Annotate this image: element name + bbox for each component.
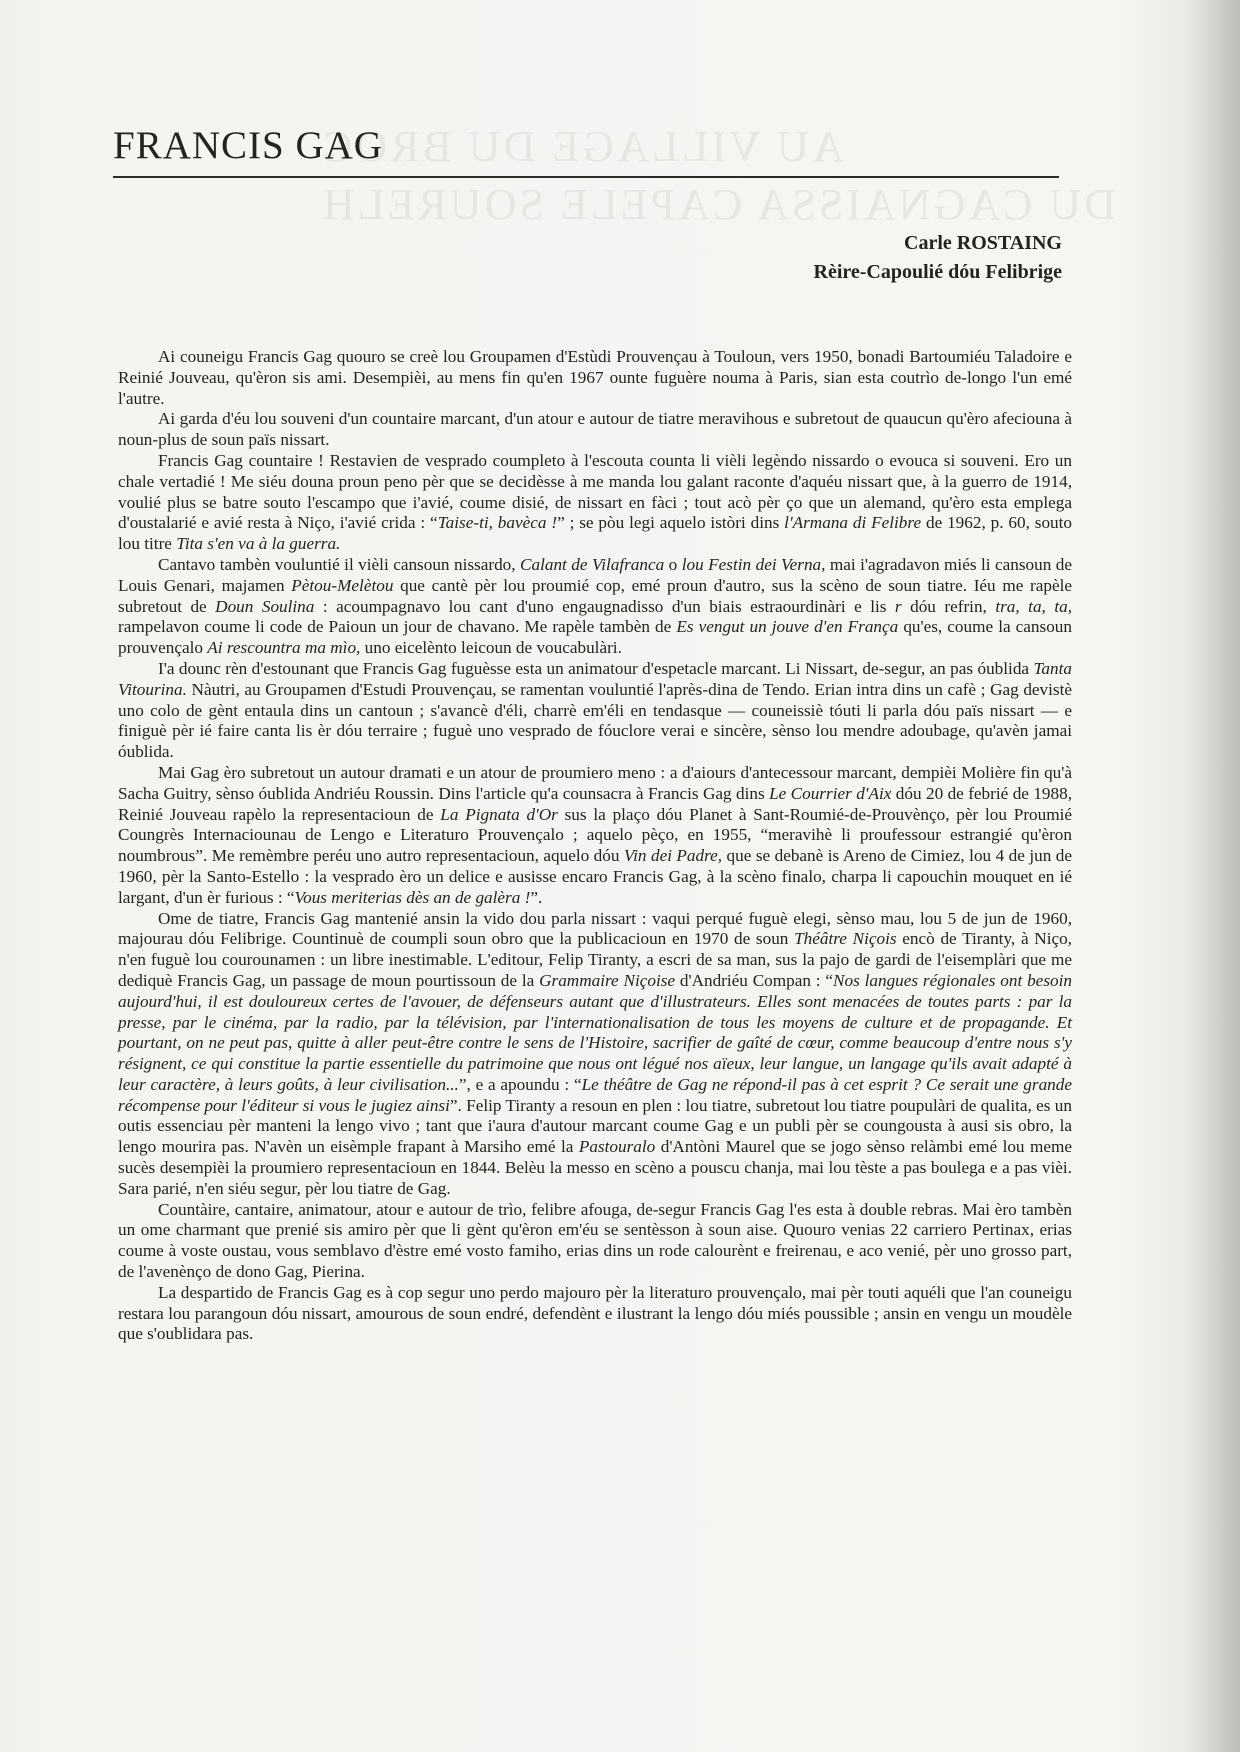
text-run: que cantè pèr lou proumié cop, emé proun d'autro, sus la scèno de soun tiatre. Iéu me rapèle subretout de <box>118 575 1073 616</box>
text-run: Francis Gag countaire ! Restavien de vesprado coumpleto à l'escouta counta li vièli legèndo nissardo o evouca si souveni. Ero un chale vertadié ! Me siéu douna proun peno pèr que se decidèsse à me manda lou galant raconte d'aquéu nissart que, à la guerro de 1914, voulié plus se batre souto l'escampo que i'avié, coume disié, de nissart en fàci ; tout acò pèr ço que un alemand, qu'èro esta emplega d'oustalarié e avié resta à Niço, i'avié crida : “ <box>118 450 1072 533</box>
text-run: dóu 20 de febrié de 1988, Reinié Jouveau rapèlo la representacioun de <box>118 783 1072 824</box>
text-run: Ai couneigu Francis Gag quouro se creè lou Groupamen d'Estùdi Prouvençau à Touloun, vers 1950, bonadi Bartoumiéu Taladoire e Reinié Jouveau, qu'èron sis ami. Desempièi, au mens fin qu'en 1967 ounte fuguère nouma à Paris, sian esta coutrìo de-longo l'un emé l'autre. <box>118 347 1072 408</box>
italic-run: Le théâtre de Gag ne répond-il pas à cet esprit ? Ce serait une grande récompense pour l'éditeur si vous le jugiez ainsi <box>118 1074 1072 1115</box>
text-run: ”. <box>530 887 543 907</box>
text-run: , mai i'agradavon miés li cansoun de Louis Genari, majamen <box>118 554 1073 595</box>
paragraph <box>118 451 1072 555</box>
text-run: dóu refrin, <box>901 596 996 616</box>
text-run: Mai Gag èro subretout un autour dramati e un atour de proumiero meno : a d'aiours d'antecessour marcant, dempièi Molière fin qu'à Sacha Guitry, sènso óublida Andriéu Roussin. Dins l'article qu'a counsacra à Francis Gag dins <box>118 762 1072 803</box>
italic-run: Théâtre Niçois <box>794 929 897 949</box>
page-title: FRANCIS GAG <box>113 124 383 167</box>
paragraph <box>118 763 1072 909</box>
text-run: Ai garda d'éu lou souveni d'un countaire marcant, d'un atour e autour de tiatre meravihous e subretout de quaucun qu'èro afeciouna à noun-plus de soun païs nissart. <box>118 409 1072 450</box>
paragraph <box>118 1283 1072 1345</box>
paragraph <box>118 1200 1072 1283</box>
italic-run: Vous meriterias dès an de galèra ! <box>294 887 531 907</box>
italic-run: Nos langues régionales ont besoin aujourd'hui, il est douloureux certes de l'avouer, de défenseurs autant que d'illustrateurs. Elles sont menacées de toutes parts : par la presse, par le cinéma, par la radio, par la télévision, par l'internationalisation de tous les moyens de culture et de propagande. Et pourtant, on ne peut pas, quitte à aller peut-être contre le sens de l'Histoire, sacrifier de gaîté de cœur, comme beaucoup d'entre nous s'y résignent, ce qui constitue la partie essentielle du patrimoine que nous ont légué nos aïeux, leur langue, un langage qu'ils avait adapté à leur caractère, à leurs goûts, à leur civilisation... <box>118 970 1072 1094</box>
text-run: Nàutri, au Groupamen d'Estudi Prouvençau, se ramentan vouluntié l'après-dina de Tendo. Erian intra dins un cafè ; Gag devistè uno colo de gènt entaula dins un cantoun ; s'avancè d'éli, charrè em'éli en tendasque — couneissiè tóuti li parla dóu païs nissart — e finiguè pèr ié faire canta lis èr dóu terraire ; fuguè uno vesprado de fóuclore verai e sincère, sènso lou mendre adoubage, qu'avèn jamai óublida. <box>118 679 1072 762</box>
text-run: ” ; se pòu legi aquelo istòri dins <box>557 513 785 533</box>
paragraph <box>118 409 1072 451</box>
text-run: encò de Tiranty, à Niço, n'en fuguè lou courounamen : un libre inestimable. L'editour, Felip Tiranty, a escri de sa man, sus la pajo de gardi de l'eisemplàri que me dediquè Francis Gag, un passage de moun pourtissoun de la <box>118 929 1072 990</box>
title-rule <box>113 176 1059 178</box>
italic-run: tra, ta, ta, <box>995 596 1072 616</box>
text-run: Ome de tiatre, Francis Gag mantenié ansin la vido dou parla nissart : vaqui perqué fuguè elegi, sènso mau, lou 5 de jun de 1960, majourau dóu Felibrige. Countinuè de coumpli soun obro que la publicacioun en 1970 de soun <box>118 908 1072 949</box>
text-run: Cantavo tambèn vouluntié il vièli cansoun nissardo, <box>158 554 521 574</box>
italic-run: Tanta Vitourina. <box>118 658 1072 699</box>
paragraph <box>118 347 1072 409</box>
text-run: sus la plaço dóu Planet à Sant-Roumié-de-Prouvènço, pèr lou Proumié Coungrès Internaciounau de Lengo e Literaturo Prouvençalo ; aquelo pèço, en 1955, “meravihè li proufessour estrangié qu'èron noumbrous”. Me remèmbre peréu uno autro representacioun, aquelo dóu <box>118 804 1073 866</box>
italic-run: Doun Soulina <box>215 596 315 616</box>
italic-run: Pastouralo <box>578 1137 656 1157</box>
italic-run: La Pignata d'Or <box>440 804 558 824</box>
italic-run: Le Courrier d'Aix <box>769 783 892 803</box>
italic-run: Tita s'en va à la guerra. <box>176 534 341 554</box>
text-run: de 1962, p. 60, souto lou titre <box>118 513 1072 554</box>
text-run: uno eicelènto leicoun de voucabulàri. <box>360 638 622 658</box>
italic-run: l'Armana di Felibre <box>784 513 922 533</box>
italic-run: Es vengut un jouve d'en França <box>676 617 899 637</box>
italic-run: r <box>894 596 902 616</box>
bleed-through-text: AU VILLAGE DU BROC DU CAGNAISSA CAPELE SOURELH <box>320 122 1117 229</box>
text-run: qu'es, coume la cansoun prouvençalo <box>118 617 1072 658</box>
italic-run: Ai rescountra ma mìo, <box>207 638 361 658</box>
text-run: que se debanè is Areno de Cimiez, lou 4 de jun de 1960, pèr la Santo-Estello : la vesprado èro un delice e ausisse encaro Francis Gag, à la scèno finalo, charpa li capouchin mouquet en ié largant, d'un èr furious : “ <box>118 846 1072 907</box>
text-run: ”, e a apoundu : “ <box>458 1074 582 1094</box>
italic-run: lou Festin dei Verna <box>681 554 822 574</box>
italic-run: Taise-ti, bavèca ! <box>437 513 558 533</box>
italic-run: Pètou-Melètou <box>291 575 394 595</box>
author-role: Rèire-Capoulié dóu Felibrige <box>813 261 1062 283</box>
text-run: I'a dounc rèn d'estounant que Francis Gag fuguèsse esta un animatour d'espetacle marcant. Li Nissart, de-segur, an pas óublida <box>158 658 1034 678</box>
text-run: rampelavon coume li code de Paioun un jour de chavano. Me rapèle tambèn de <box>118 617 677 637</box>
paragraph <box>118 659 1072 763</box>
article-body <box>118 347 1072 1345</box>
text-run: d'Antòni Maurel que se jogo sènso relàmbi emé lou meme sucès desempièi la proumiero representacioun en 1844. Belèu la messo en scèno a pouscu chanja, mai lou tèste a pas boulega e a pas vièi. Sara parié, n'en siéu segur, pèr lou tiatre de Gag. <box>118 1137 1072 1198</box>
text-run: Countàire, cantaire, animatour, atour e autour de trìo, felibre afouga, de-segur Francis Gag l'es esta à double rebras. Mai èro tambèn un ome charmant que prenié sis amiro pèr que li gènt qu'èron em'éu se sentèsson à soun aise. Quouro venias 22 carriero Pertinax, erias coume à voste oustau, vous semblavo d'èstre emé vosto famiho, erias dins un rode calourènt e freirenau, e aco venié, pèr uno grosso part, de l'avenènço de dono Gag, Pierina. <box>118 1199 1072 1282</box>
text-run: o <box>664 554 682 574</box>
paragraph <box>118 555 1072 659</box>
italic-run: Grammaire Niçoise <box>539 970 676 990</box>
text-run: d'Andriéu Compan : “ <box>675 970 834 990</box>
italic-run: Vin dei Padre, <box>623 846 723 866</box>
author-name: Carle ROSTAING <box>904 232 1062 254</box>
text-run: : acoumpagnavo lou cant d'uno engaugnadisso d'un biais estraourdinàri e lis <box>314 596 895 616</box>
text-run: ”. Felip Tiranty a resoun en plen : lou tiatre, subretout lou tiatre poupulàri de qualita, es un outis essenciau pèr manteni la lengo vivo ; tant que i'aura d'autour marcant coume Gag e un publi pèr se coungousta à ausi sis obro, la lengo mourira pas. N'avèn un eisèmple frapant à Marsiho emé la <box>118 1095 1072 1157</box>
paragraph <box>118 909 1072 1200</box>
text-run: La despartido de Francis Gag es à cop segur uno perdo majouro pèr la literaturo prouvençalo, mai pèr touti aquéli que l'an couneigu restara lou parangoun dóu nissart, amourous de soun endré, defendènt e ilustrant la lengo dóu miés poussible ; ansin en vengu un moudèle que s'oublidara pas. <box>118 1282 1072 1344</box>
italic-run: Calant de Vilafranca <box>520 554 665 574</box>
